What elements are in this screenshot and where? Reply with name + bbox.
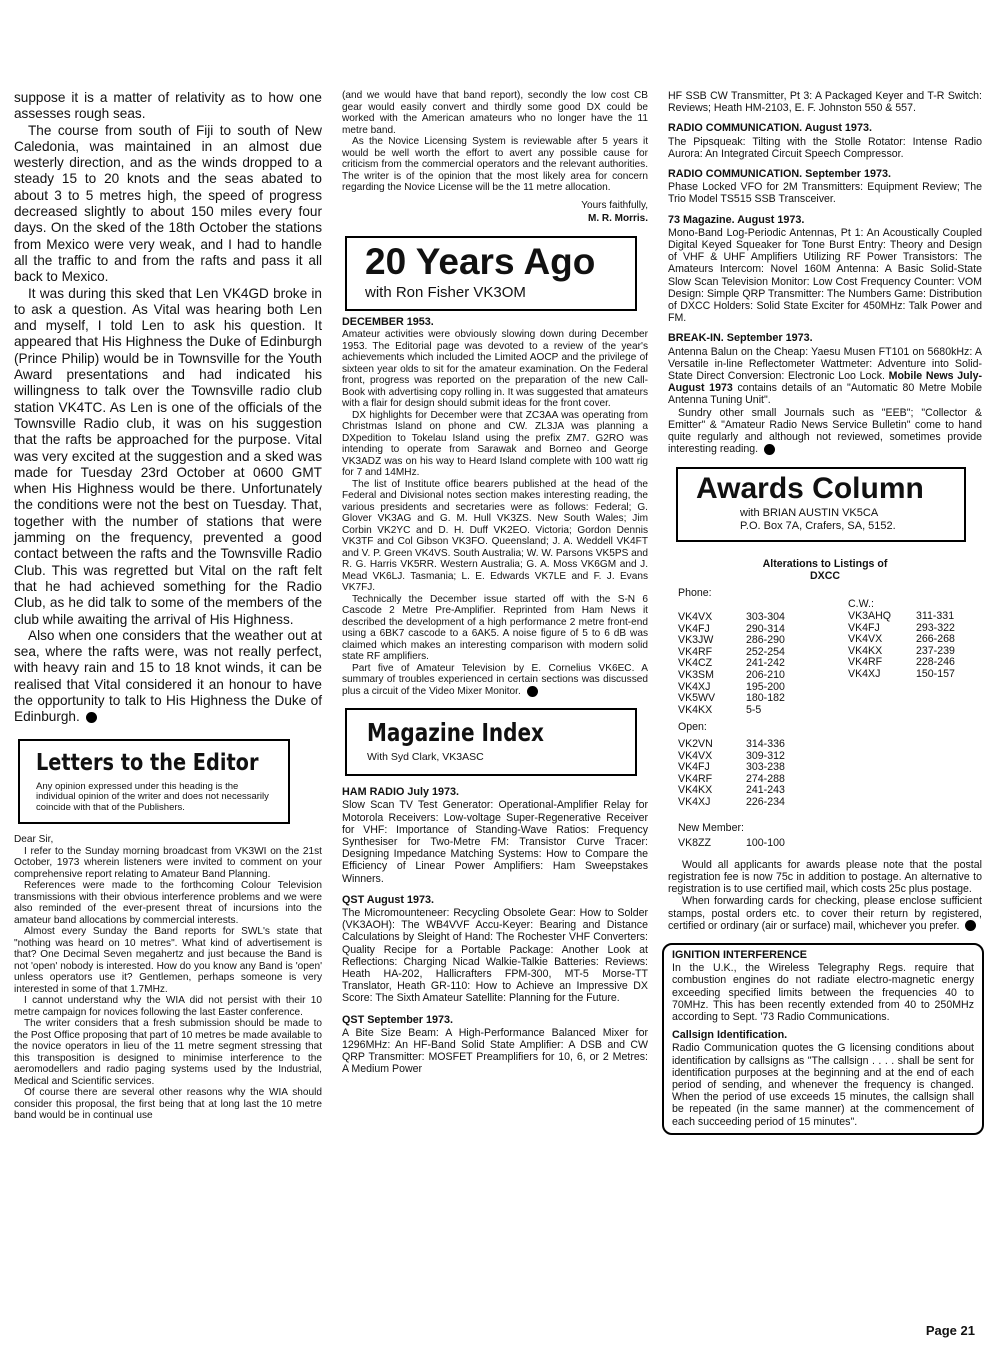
dxcc-row <box>678 670 848 682</box>
paragraph: Amateur activities were obviously slowing down during December 1953. The Editorial page was devoted to a review of the year's achievements which included the Limited AOCP and the privilege of sixteen year olds to sit for the amateur examination. On the Federal front, progress was reported on the preparation of the new Call-Book with advertising copy rolling in. It was suggested that amateurs with a flair for design should submit ideas for the front cover. <box>342 329 648 409</box>
paragraph: When forwarding cards for checking, please enclose sufficient stamps, postal orders etc. to cover their return by registered, certified or ordinary (air or surface) mail, whichever you prefer. <box>668 895 982 932</box>
callsign: VK4XJ <box>678 680 711 693</box>
country-count: 266-268 <box>916 633 955 646</box>
paragraph: A Bite Size Beam: A High-Performance Balanced Mixer for 1296MHz: An HF-Band Solid State Amplifier: A DSB and CW QRP Transmitter: MOSFET Preamplifiers for 10, 6, or 2 Metres: A Medium Power <box>342 1026 648 1076</box>
country-count: 5-5 <box>746 703 762 716</box>
paragraph: The Micromounteneer: Recycling Obsolete Gear: How to Solder (VK3AOH): The WB4VVF Accu-Keyer: Bearing and Distance Calculations by Sleight of Hand: The Rochester VHF Converters: Quality Recipe for a Portable Package: Another Look at Reflections: Charging Nicad Walkie-Talkie Batteries: Reviews: Heath HA-202, Hallicrafters FPM-300, MT-5 Morse-TT Translator, Heath GR-110: How to Achieve an Impressive DX Score: The Sixth Amateur Satellite: Planning for the Future. <box>342 907 648 1005</box>
section-heading: HAM RADIO July 1973. <box>342 786 459 799</box>
ignition-box <box>662 943 984 1135</box>
country-count: 100-100 <box>746 837 785 850</box>
callsign: VK3JW <box>678 634 714 647</box>
country-count: 180-182 <box>746 692 785 705</box>
paragraph: Radio Communication quotes the G licensing conditions about identification by callsigns as "The callsign . . . . shall be sent for identification purposes at the beginning and at the end of each period of sending, and whenever the frequency is changed. When the period of use exceeds 15 minutes, the callsign shall be repeated (in the same manner) at the commencement of each succeeding period of 15 minutes". <box>672 1042 974 1128</box>
end-mark-icon <box>527 686 538 697</box>
paragraph: I cannot understand why the WIA did not persist with their 10 metre campaign for novices following the last Easter conference. <box>14 995 322 1018</box>
paragraph: Would all applicants for awards please note that the postal registration fee is now 75c in addition to postage. An alternative to registration is to use certified mail, which costs 25c plus postage. <box>668 858 982 896</box>
callsign: VK4KX <box>848 644 883 657</box>
dxcc-row <box>848 611 978 623</box>
country-count: 241-243 <box>746 784 785 797</box>
dxcc-row <box>678 797 848 809</box>
twenty-years-title: 20 Years Ago <box>365 240 596 282</box>
callsign: VK3AHQ <box>848 610 891 623</box>
cw-list <box>848 588 978 849</box>
twenty-years-subtitle: with Ron Fisher VK3OM <box>365 283 526 301</box>
callsign: VK4RF <box>678 645 713 658</box>
awards-title: Awards Column <box>696 472 924 506</box>
country-count: 195-200 <box>746 680 785 693</box>
salutation: Dear Sir, <box>14 834 54 846</box>
section-date: DECEMBER 1953. <box>342 315 434 328</box>
paragraph: Phase Locked VFO for 2M Transmitters: Equipment Review; The Trio Model TS515 SSB Transceiver. <box>668 181 982 206</box>
paragraph: References were made to the forthcoming Colour Television transmissions with their obvious interference problems and we were also reminded of the ever-present threat of incursions into the amateur band allocations by commercial interests. <box>14 880 322 926</box>
awards-subtitle: with BRIAN AUSTIN VK5CA <box>740 507 879 520</box>
callsign: VK2VN <box>678 738 713 751</box>
letters-box <box>18 739 290 825</box>
country-count: 226-234 <box>746 795 785 808</box>
column-1 <box>14 90 322 1122</box>
paragraph: Technically the December issue started off with the S-N 6 Cascode 2 Metre Pre-Amplifier. Reprinted from Ham News it described the development of a high performance 2 metre front-end using a 6BK7 cascode to a 6AK5. A noise figure of 5 to 6 dB was claimed which makes an interesting comparison with modern solid state RF amplifiers. <box>342 593 648 662</box>
paragraph: suppose it is a matter of relativity as to how one assesses rough seas. <box>14 90 322 122</box>
alterations-heading: Alterations to Listings of DXCC <box>762 558 888 583</box>
callsign: VK4FJ <box>678 622 710 635</box>
paragraph: The Pipsqueak: Tilting with the Stolle Rotator: Intense Radio Aurora: An Integrated Circuit Speech Compressor. <box>668 135 982 160</box>
country-count: 290-314 <box>746 622 785 635</box>
paragraph: Sundry other small Journals such as "EEB"; "Collector & Emitter" & "Amateur Radio News Service Bulletin" come to hand quite regularly and although not reviewed, sometimes provide interesting reading. <box>668 406 982 456</box>
callsign: VK4KX <box>678 784 713 797</box>
section-heading: RADIO COMMUNICATION. August 1973. <box>668 122 872 135</box>
callsign: VK4VX <box>678 611 713 624</box>
callsign: VK5WV <box>678 692 716 705</box>
paragraph: I refer to the Sunday morning broadcast from VK3WI on the 21st October, 1973 wherein listeners were invited to comment on your comprehensive report relating to Amateur Band Planning. <box>14 845 322 880</box>
paragraph: Also when one considers that the weather out at sea, where the rafts were, was not really perfect, with heavy rain and 15 to 18 knot winds, it can be realised that Vital considered it an honour to have the opportunity to talk to His Highness the Duke of Edinburgh. <box>14 627 322 725</box>
end-mark-icon <box>764 444 775 455</box>
callsign: VK4KX <box>678 703 713 716</box>
paragraph: The writer considers that a fresh submission should be made to the Post Office proposing that part of 10 metres be made available to the novice operators in lieu of the 11 metre segment stressing that this transposition is designed to minimise interference to the aeromodellers and radio paging systems used by the Industrial, Medical and Scientific services. <box>14 1018 322 1087</box>
callsign: VK4VX <box>848 633 883 646</box>
closing: Yours faithfully, <box>581 199 648 211</box>
paragraph: Slow Scan TV Test Generator: Operational-Amplifier Relay for Motorola Receivers: Low-voltage Super-Regenerative Receiver for VHF: Importance of Standing-Wave Ratios: Frequency Synthesiser for Two-Metre FM: Transistor Curve Tracer: Designing Impedance Matching Systems: How to Compare the Efficiency of Linear Power Amplifiers: Ham Sweepstakes Winners. <box>342 799 648 885</box>
paragraph: Part five of Amateur Television by E. Cornelius VK6EC. A summary of troubles experienced in certain sections was discussed plus a circuit of the Video Mixer Monitor. <box>342 662 648 697</box>
paragraph: HF SSB CW Transmitter, Pt 3: A Packaged Keyer and T-R Switch: Reviews; Heath HM-2103, E. F. Johnston 550 & 557. <box>668 90 982 115</box>
end-mark-icon <box>965 920 976 931</box>
open-label: Open: <box>678 721 707 734</box>
country-count: 228-246 <box>916 656 955 669</box>
paragraph: Almost every Sunday the Band reports for SWL's state that "nothing was heard on 10 metres". What kind of advertisement is that? One Decimal Seven megahertz and just because the Band is not 'open' nobody is interested. How do you know any Band is 'open' unless operators use it? Gentlemen, perhaps someone is very interested in some of that 1.7MHz. <box>14 926 322 995</box>
magazine-index-subtitle: With Syd Clark, VK3ASC <box>367 751 484 764</box>
callsign: VK4FJ <box>848 621 880 634</box>
paragraph: Of course there are several other reasons why the WIA should consider this proposal, the first being that at long last the 10 metre band would be in continual use <box>14 1087 322 1122</box>
dxcc-row <box>678 838 848 850</box>
callsign-heading: Callsign Identification. <box>672 1029 788 1042</box>
cw-label: C.W.: <box>848 598 874 611</box>
callsign: VK4XJ <box>678 795 711 808</box>
awards-box <box>676 467 966 542</box>
country-count: 314-336 <box>746 738 785 751</box>
country-count: 252-254 <box>746 645 785 658</box>
section-heading: RADIO COMMUNICATION. September 1973. <box>668 168 891 181</box>
callsign: VK4RF <box>848 656 883 669</box>
phone-label: Phone: <box>678 587 712 600</box>
section-heading: QST August 1973. <box>342 893 434 906</box>
paragraph: DX highlights for December were that ZC3AA was operating from Christmas Island on phone and CW. ZL3JA was planning a DXpedition to Tokelau Island using the prefix ZM7. G2RO was intending to operate from Sarawak and Borneo and George VK3ADZ was on his way to Heard Island complete with 100 watt rig for 7 and 14MHz. <box>342 409 648 478</box>
paragraph: The list of Institute office bearers published at the head of the Federal and Divisional notes section makes interesting reading, the various presidents and secretaries were as follows: Federal; G. Glover VK3AG and G. M. Hull VK3ZS. New South Wales; Jim Corbin VK2YC and D. H. Duff VK2EO. Victoria; Gordon Dennis VK3TF and Col Gibson VK3FO. Queensland; J. A. Weddell VK4FT and V. P. Green VK4VS. South Australia; W. W. Parsons VK5PS and R. G. Harris VK5RR. Western Australia; G. A. Moss VK6GM and J. Mead VK6LJ. Tasmania; L. E. Edwards VK7LE and F. J. Evans VK7FJ. <box>342 478 648 593</box>
new-member-label: New Member: <box>678 821 744 834</box>
callsign: VK4RF <box>678 772 713 785</box>
callsign: VK8ZZ <box>678 837 711 850</box>
magazine-index-box <box>345 708 637 776</box>
country-count: 293-322 <box>916 621 955 634</box>
page-number: Page 21 <box>925 1323 975 1338</box>
callsign: VK4XJ <box>848 668 881 681</box>
country-count: 274-288 <box>746 772 785 785</box>
country-count: 241-242 <box>746 657 785 670</box>
paragraph: As the Novice Licensing System is reviewable after 5 years it would be well worth the effort to avert any possible cause for criticism from the commercial operators and the relevant authorities. The writer is of the opinion that the most likely area for concern regarding the Novice License will be the 11 metre allocation. <box>342 136 648 193</box>
country-count: 303-304 <box>746 611 785 624</box>
country-count: 311-331 <box>916 610 955 623</box>
dxcc-row <box>848 669 978 681</box>
mobile-news-heading: Mobile News July-August 1973 <box>668 370 982 395</box>
callsign: VK4FJ <box>678 761 710 774</box>
country-count: 286-290 <box>746 634 785 647</box>
column-2 <box>342 90 648 1076</box>
country-count: 206-210 <box>746 669 785 682</box>
dxcc-row <box>678 739 848 751</box>
phone-list <box>678 588 848 849</box>
country-count: 303-238 <box>746 761 785 774</box>
awards-address: P.O. Box 7A, Crafers, SA, 5152. <box>740 519 896 532</box>
twenty-years-box <box>345 236 637 311</box>
column-3 <box>668 90 982 1135</box>
paragraph: In the U.K., the Wireless Telegraphy Regs. require that combustion engines do not radiate electro-magnetic energy exceeding specified limits between the frequencies 40 to 70MHz. This has been recently extended from 40 to 250MHz according to Sept. '73 Radio Communications. <box>672 962 974 1023</box>
country-count: 309-312 <box>746 749 785 762</box>
section-heading: BREAK-IN. September 1973. <box>668 332 813 345</box>
paragraph: Mono-Band Log-Periodic Antennas, Pt 1: An Acoustically Coupled Digital Keyed Squeaker for Tone Burst Entry: Theory and Design of VHF & UHF Amplifiers Utilizing RF Power Transistors: The Amateurs Intercom: Novel 160M Antenna: A Basic Solid-State Slow Scan Television Monitor: Low Cost Frequency Counter: VOM Design: Simple QRP Transmitter: The Numbers Game: Distribution of DXCC Holders: Solid State Exciter for 450MHz: Talk Power and FM. <box>668 226 982 325</box>
country-count: 237-239 <box>916 644 955 657</box>
dxcc-row <box>678 612 848 624</box>
ignition-heading: IGNITION INTERFERENCE <box>672 948 807 961</box>
paragraph: (and we would have that band report), secondly the low cost CB gear would easily convert and thirdly some good DX could be worked with the American amateurs who no longer have the 11 metre band. <box>342 90 648 136</box>
magazine-index-title: Magazine Index <box>367 718 544 748</box>
end-mark-icon <box>86 712 97 723</box>
letter <box>14 834 322 1122</box>
section-heading: QST September 1973. <box>342 1013 454 1026</box>
dxcc-table <box>678 588 982 849</box>
section-heading: 73 Magazine. August 1973. <box>668 213 805 226</box>
callsign: VK4CZ <box>678 657 713 670</box>
callsign: VK3SM <box>678 669 714 682</box>
letters-title: Letters to the Editor <box>36 749 259 776</box>
dxcc-row <box>678 705 848 717</box>
paragraph: It was during this sked that Len VK4GD broke in to ask a question. As Vital was hearing both Len and myself, I told Len to ask his question. It appeared that His Highness the Duke of Edinburgh (Prince Philip) would be in Townsville for the Youth Award presentations and had indicated his willingness to talk over the Townsville radio club station VK4TC. As Len is one of the officials of the Townsville Radio club, it was on his suggestion that the rafts be approached for the purpose. Vital was very excited at the suggestion and a sked was made for Tuesday 23rd October at 0600 GMT when His Highness would be there. Unfortunately the conditions were not the best on Tuesday. That, together with the number of stations that were jamming on the frequency, prevented a good contact between the rafts and the Townsville Radio Club. This was regretted but Vital on the raft felt that he had achieved something for the Radio Club, as he did talk to some of the members of the club while awaiting the arrival of His Highness. <box>14 285 322 627</box>
country-count: 150-157 <box>916 668 955 681</box>
signature: M. R. Morris. <box>587 212 648 224</box>
paragraph: The course from south of Fiji to south of New Caledonia, was maintained in an almost due westerly direction, and as the winds dropped to a steady 15 to 20 knots and the seas abated to about 3 to 5 metres high, the speed of progress decreased slightly to about 150 miles every four days. On the sked of the 18th October the stations from Mexico were very weak, and I had to handle all the traffic to and from the rafts and pass it all back to Mexico. <box>14 122 322 285</box>
callsign: VK4VX <box>678 749 713 762</box>
paragraph: Antenna Balun on the Cheap: Yaesu Musen FT101 on 5680kHz: A Versatile in-line Reflectometer Wattmeter: Adventure into Solid-State Direct Conversion: Electronic Loo Lock. Mobile News July-August 1973 contains details of an "Automatic 80 Metre Mobile Antenna Tuning Unit". <box>668 345 982 407</box>
letter-signoff <box>342 199 648 225</box>
letters-note: Any opinion expressed under this heading is the individual opinion of the writer and does not necessarily coincide with that of the Publishers. <box>36 780 269 813</box>
